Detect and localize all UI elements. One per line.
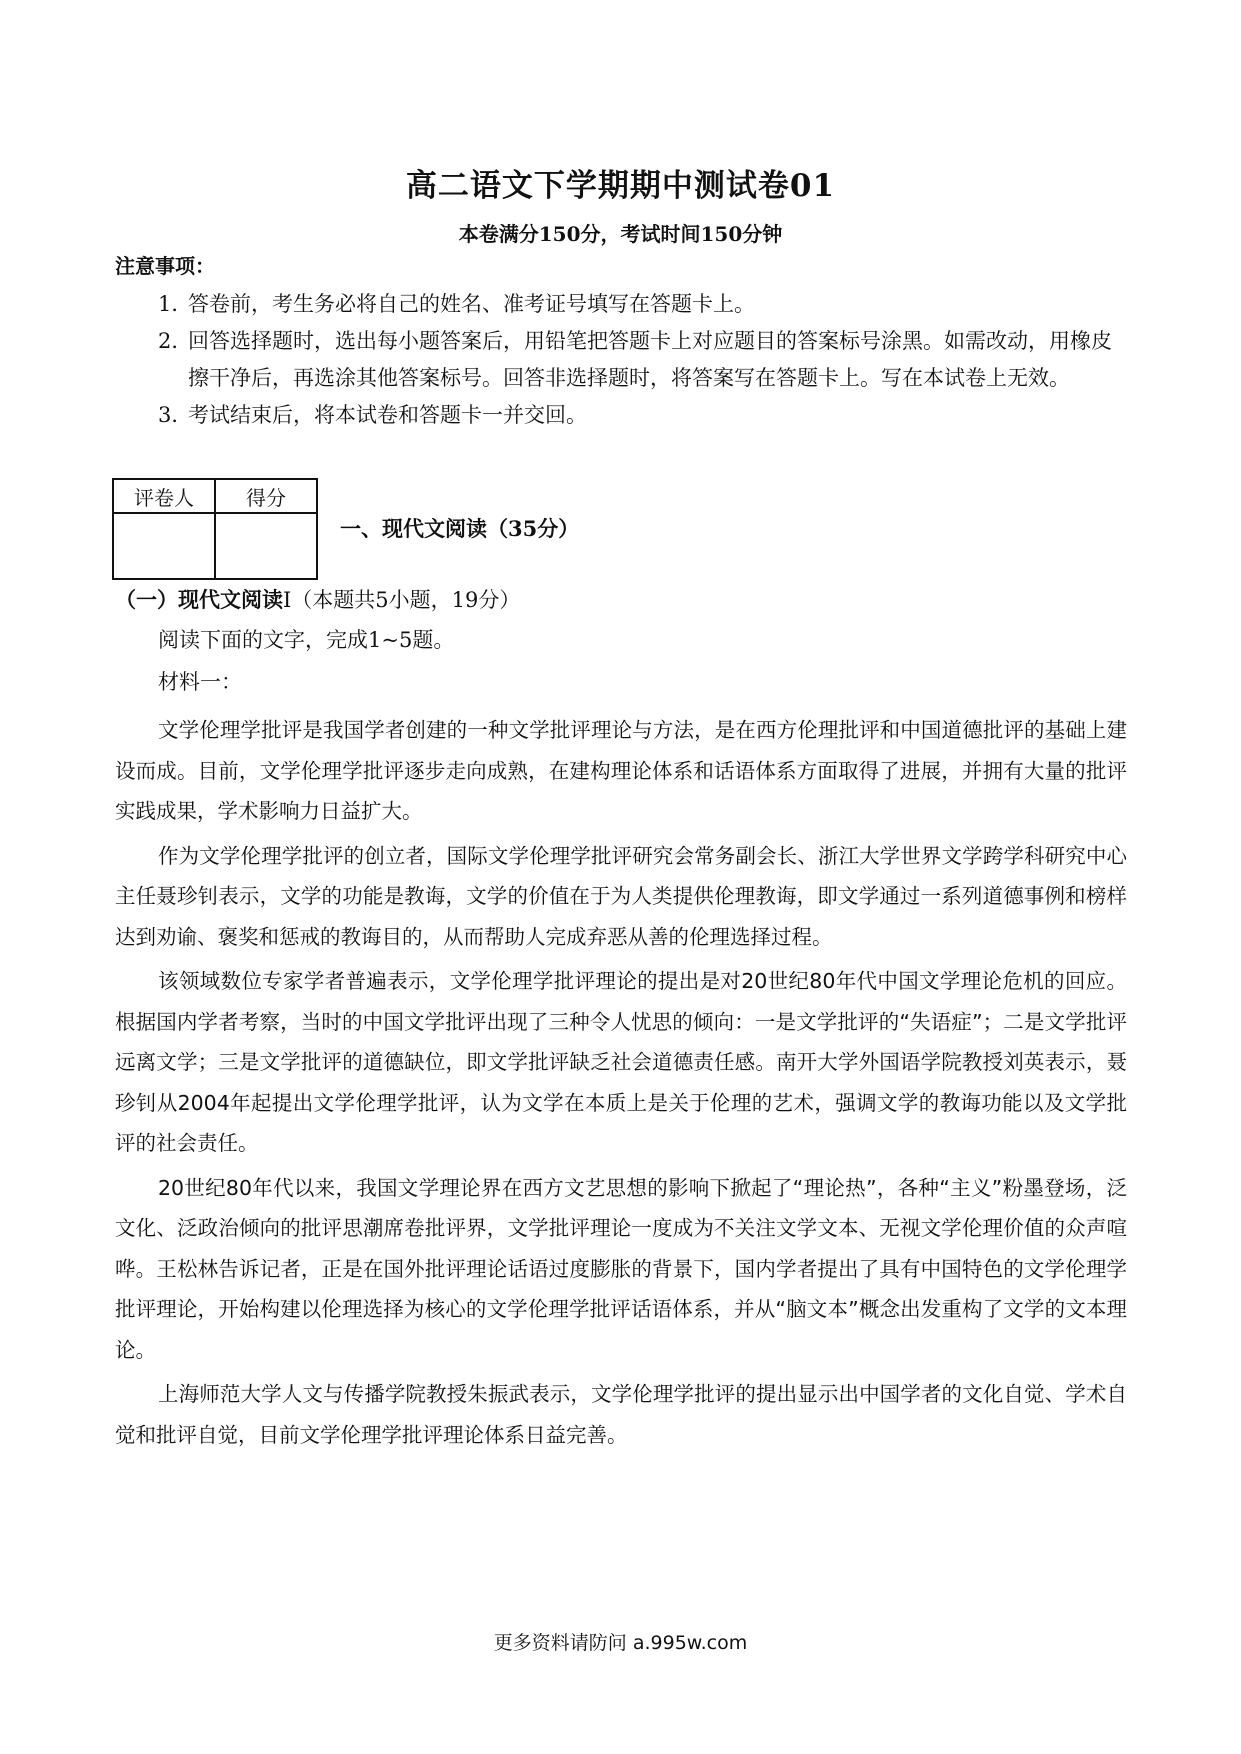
notice-item [0,286,1241,323]
notice-item [0,323,1241,397]
score-table [112,478,318,580]
passage-paragraph: 作为文学伦理学批评的创立者，国际文学伦理学批评研究会常务副会长、浙江大学世界文学跨学科研究中心主任聂珍钊表示，文学的功能是教诲，文学的价值在于为人类提供伦理教诲，即文学通过一系列道德事例和榜样达到劝谕、褒奖和惩戒的教诲目的，从而帮助人完成弃恶从善的伦理选择过程。 [115,843,1127,949]
passage-paragraph: 文学伦理学批评是我国学者创建的一种文学批评理论与方法，是在西方伦理批评和中国道德批评的基础上建设而成。目前，文学伦理学批评逐步走向成熟，在建构理论体系和话语体系方面取得了进展，并拥有大量的批评实践成果，学术影响力日益扩大。 [115,718,1127,823]
sub-heading-bold: （一）现代文阅读 [115,587,283,612]
grader-cell [113,513,215,579]
section-heading: 一、现代文阅读（35分） [340,516,580,541]
notice-number: 2． [158,329,193,353]
sub-heading-rest: I（本题共5小题，19分） [283,588,521,612]
score-header: 得分 [215,479,317,513]
page-title: 高二语文下学期期中测试卷01 [405,168,836,204]
material-label: 材料一： [158,670,242,694]
reading-instruction: 阅读下面的文字，完成1~5题。 [158,628,455,652]
notice-item [0,397,1241,434]
notice-text: 答卷前，考生务必将自己的姓名、准考证号填写在答题卡上。 [188,292,755,316]
passage-paragraph: 20世纪80年代以来，我国文学理论界在西方文艺思想的影响下掀起了“理论热”，各种“主义”粉墨登场，泛文化、泛政治倾向的批评思潮席卷批评界，文学批评理论一度成为不关注文学文本、无视文学伦理价值的众声喧哗。王松林告诉记者，正是在国外批评理论话语过度膨胀的背景下，国内学者提出了具有中国特色的文学伦理学批评理论，开始构建以伦理选择为核心的文学伦理学批评话语体系，并从“脑文本”概念出发重构了文学的文本理论。 [115,1175,1127,1362]
notice-list [0,286,1241,434]
notice-number: 3． [158,403,193,427]
page-subtitle: 本卷满分150分，考试时间150分钟 [458,222,783,246]
notice-text: 回答选择题时，选出每小题答案后，用铅笔把答题卡上对应题目的答案标号涂黑。如需改动，用橡皮擦干净后，再选涂其他答案标号。回答非选择题时，将答案写在答题卡上。写在本试卷上无效。 [188,329,1112,390]
grader-header: 评卷人 [113,479,215,513]
reading-passage [115,710,1127,1459]
passage-paragraph: 该领域数位专家学者普遍表示，文学伦理学批评理论的提出是对20世纪80年代中国文学理论危机的回应。根据国内学者考察，当时的中国文学批评出现了三种令人忧思的倾向：一是文学批评的“失语症”；二是文学批评远离文学；三是文学批评的道德缺位，即文学批评缺乏社会道德责任感。南开大学外国语学院教授刘英表示，聂珍钊从2004年起提出文学伦理学批评，认为文学在本质上是关于伦理的艺术，强调文学的教诲功能以及文学批评的社会责任。 [115,969,1127,1155]
sub-heading [115,584,520,614]
notice-number: 1． [158,292,193,316]
notice-text: 考试结束后，将本试卷和答题卡一并交回。 [188,403,587,427]
notice-heading: 注意事项： [115,254,215,278]
score-cell [215,513,317,579]
footer-link-text: 更多资料请防问 a.995w.com [493,1632,748,1654]
passage-paragraph: 上海师范大学人文与传播学院教授朱振武表示，文学伦理学批评的提出显示出中国学者的文化自觉、学术自觉和批评自觉，目前文学伦理学批评理论体系日益完善。 [115,1382,1127,1447]
